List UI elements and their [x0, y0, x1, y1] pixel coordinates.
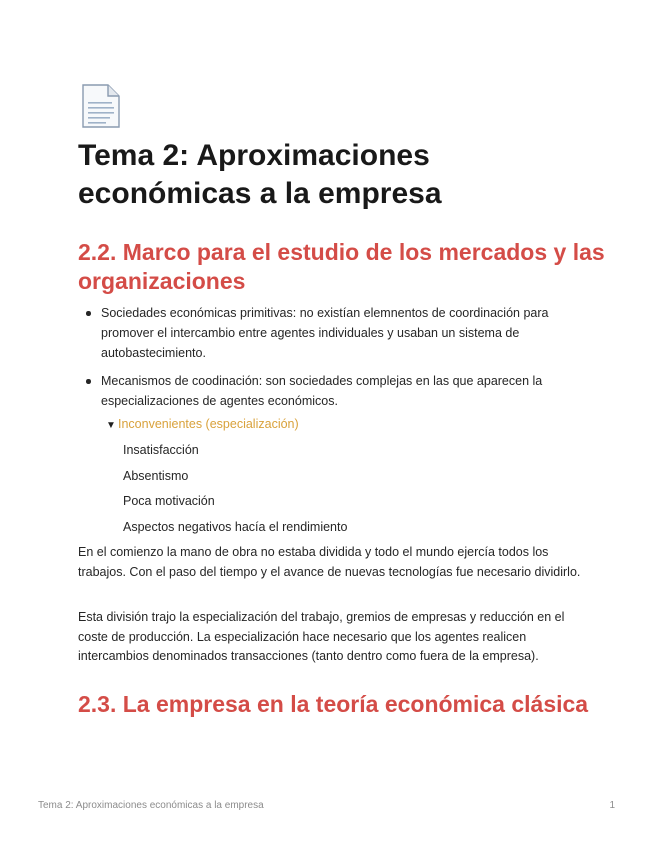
paragraph: En el comienzo la mano de obra no estaba dividida y todo el mundo ejercía todos los trabajos. Con el paso del tiempo y el avance de nuevas tecnologías fue necesario dividirlo.: [78, 545, 581, 579]
toggle-content-list: [123, 440, 347, 542]
footer-title: Tema 2: Aproximaciones económicas a la empresa: [38, 800, 264, 811]
page-title: Tema 2: Aproximaciones económicas a la empresa: [78, 139, 442, 210]
toggle-triangle-down-icon[interactable]: ▼: [106, 420, 116, 431]
section-heading-2-2: 2.2. Marco para el estudio de los mercados y las organizaciones: [78, 239, 605, 294]
toggle-title[interactable]: Inconvenientes (especialización): [118, 417, 299, 431]
toggle-item: Aspectos negativos hacía el rendimiento: [123, 519, 348, 534]
footer-page-number: 1: [609, 800, 615, 811]
toggle-item: Insatisfacción: [123, 443, 199, 457]
document-page-icon: [80, 84, 122, 128]
list-item: Sociedades económicas primitivas: no existían elemnentos de coordinación para promover el intercambio entre agentes individuales y usaban un sistema de autobastecimiento.: [78, 303, 578, 363]
toggle-item: Poca motivación: [123, 494, 215, 508]
list-item: Mecanismos de coodinación: son sociedades complejas en las que aparecen la especializaciones de agentes económicos.: [78, 371, 578, 411]
paragraph: Esta división trajo la especialización del trabajo, gremios de empresas y reducción en el coste de producción. La especialización hace necesario que los agentes realicen intercambios denominados transacciones (tanto dentro como fuera de la empresa).: [78, 610, 565, 663]
toggle-block-inconvenientes[interactable]: [106, 414, 299, 436]
bullet-list: [78, 303, 578, 411]
toggle-item: Absentismo: [123, 468, 189, 483]
section-heading-2-3: 2.3. La empresa en la teoría económica clásica: [78, 691, 589, 717]
